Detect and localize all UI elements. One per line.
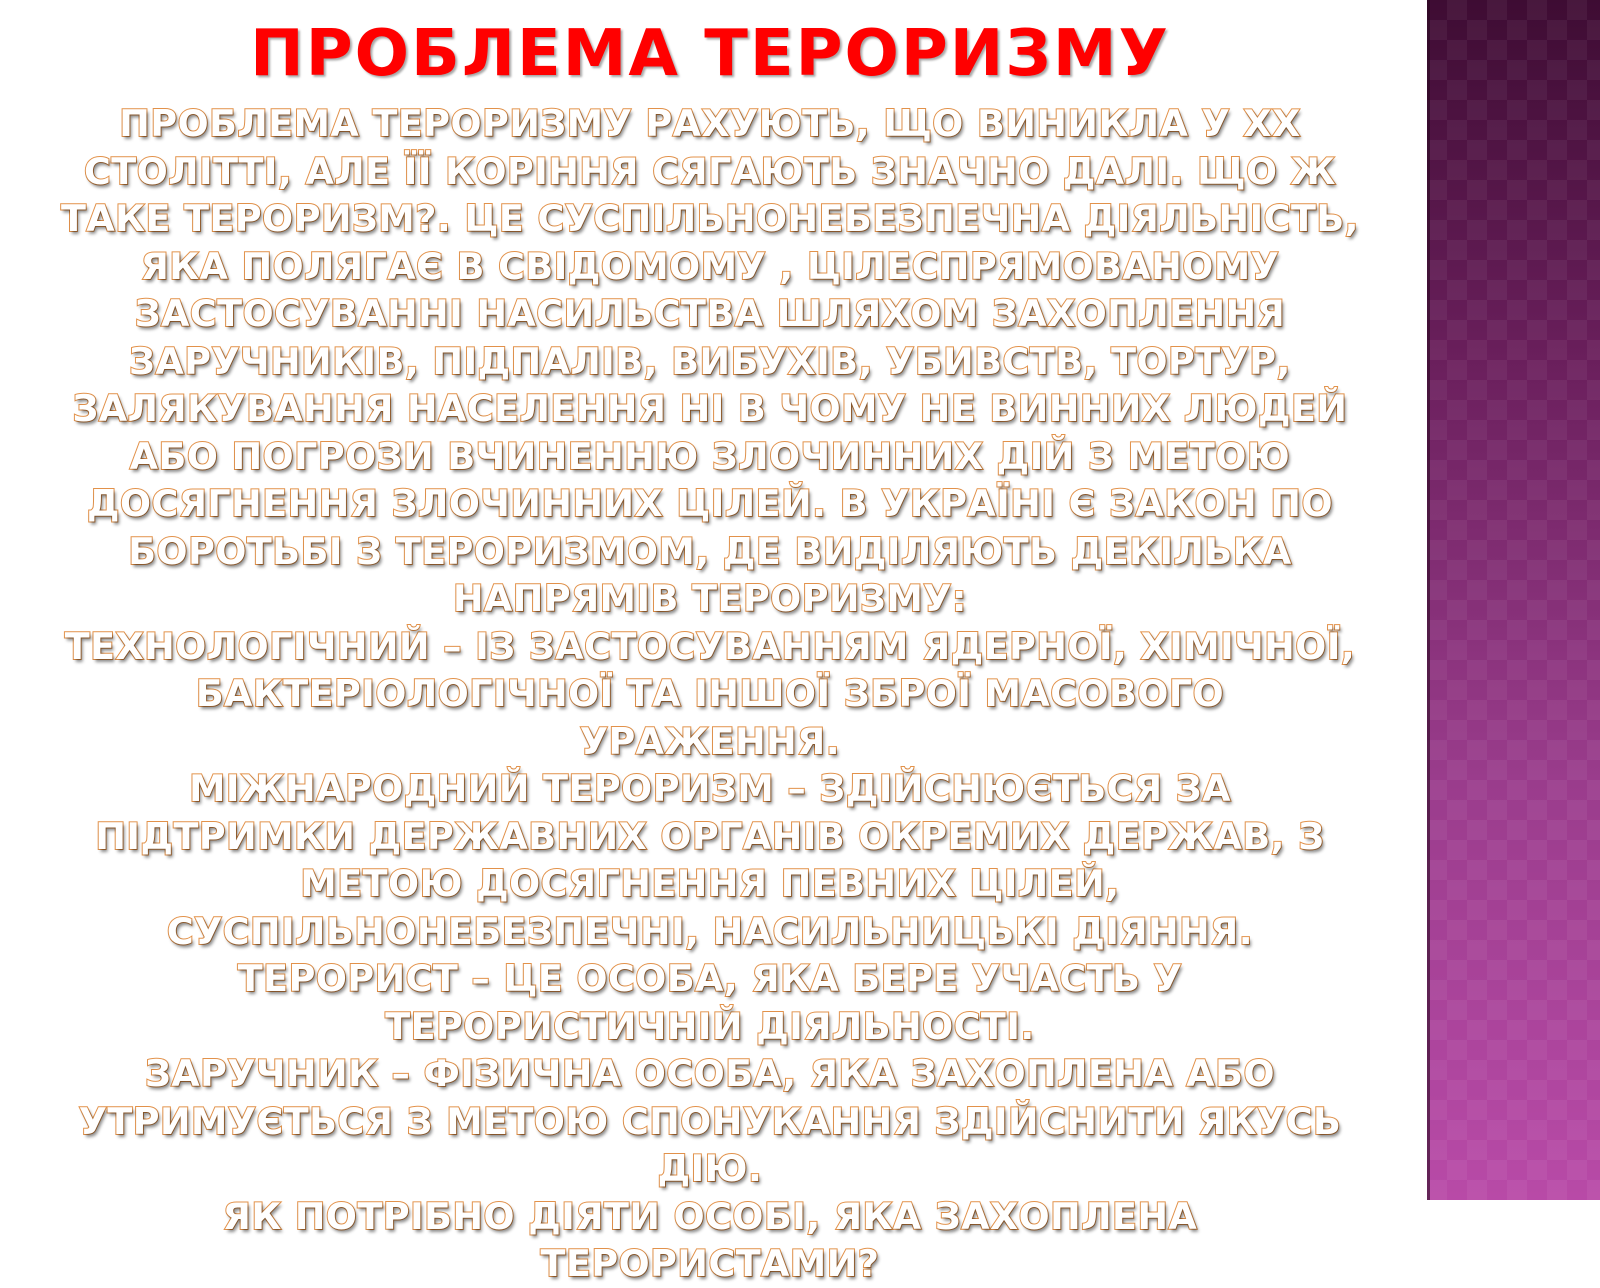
paragraph-intro: ПРОБЛЕМА ТЕРОРИЗМУ РАХУЮТЬ, ЩО ВИНИКЛА У XX СТОЛІТТІ, АЛЕ ЇЇ КОРІННЯ СЯГАЮТЬ ЗНАЧНО ДАЛІ. ЩО Ж ТАКЕ ТЕРОРИЗМ?. ЦЕ СУСПІЛЬНОНЕБЕЗПЕЧНА ДІЯЛЬНІСТЬ, ЯКА ПОЛЯГАЄ В СВІДОМОМУ , ЦІЛЕСПРЯМОВАНОМУ ЗАСТОСУВАННІ НАСИЛЬСТВА ШЛЯХОМ ЗАХОПЛЕННЯ ЗАРУЧНИКІВ, ПІДПАЛІВ, ВИБУХІВ, УБИВСТВ, ТОРТУР, ЗАЛЯКУВАННЯ НАСЕЛЕННЯ НІ В ЧОМУ НЕ ВИННИХ ЛЮДЕЙ АБО ПОГРОЗИ ВЧИНЕННЮ ЗЛОЧИННИХ ДІЙ З МЕТОЮ ДОСЯГНЕННЯ ЗЛОЧИННИХ ЦІЛЕЙ. В УКРАЇНІ Є ЗАКОН ПО БОРОТЬБІ З ТЕРОРИЗМОМ, ДЕ ВИДІЛЯЮТЬ ДЕКІЛЬКА НАПРЯМІВ ТЕРОРИЗМУ: xyxy=(60,102,1360,620)
side-band-pattern xyxy=(1427,0,1600,1200)
paragraph-question: ЯК ПОТРІБНО ДІЯТИ ОСОБІ, ЯКА ЗАХОПЛЕНА ТЕРОРИСТАМИ? xyxy=(222,1194,1198,1285)
slide-body xyxy=(60,100,1360,1288)
side-band-edge xyxy=(1427,0,1430,1200)
paragraph-terrorist: ТЕРОРИСТ – ЦЕ ОСОБА, ЯКА БЕРЕ УЧАСТЬ У ТЕРОРИСТИЧНІЙ ДІЯЛЬНОСТІ. xyxy=(237,957,1183,1048)
paragraph-hostage: ЗАРУЧНИК – ФІЗИЧНА ОСОБА, ЯКА ЗАХОПЛЕНА АБО УТРИМУЄТЬСЯ З МЕТОЮ СПОНУКАННЯ ЗДІЙСНИТИ ЯКУСЬ ДІЮ. xyxy=(78,1052,1342,1190)
decorative-side-band xyxy=(1427,0,1600,1200)
paragraph-international: МІЖНАРОДНИЙ ТЕРОРИЗМ – ЗДІЙСНЮЄТЬСЯ ЗА ПІДТРИМКИ ДЕРЖАВНИХ ОРГАНІВ ОКРЕМИХ ДЕРЖАВ, З МЕТОЮ ДОСЯГНЕННЯ ПЕВНИХ ЦІЛЕЙ, СУСПІЛЬНОНЕБЕЗПЕЧНІ, НАСИЛЬНИЦЬКІ ДІЯННЯ. xyxy=(95,767,1325,953)
slide-title: ПРОБЛЕМА ТЕРОРИЗМУ xyxy=(250,17,1170,91)
paragraph-technological: ТЕХНОЛОГІЧНИЙ – ІЗ ЗАСТОСУВАННЯМ ЯДЕРНОЇ, ХІМІЧНОЇ, БАКТЕРІОЛОГІЧНОЇ ТА ІНШОЇ ЗБРОЇ МАСОВОГО УРАЖЕННЯ. xyxy=(64,624,1356,763)
slide-content xyxy=(60,0,1360,1285)
